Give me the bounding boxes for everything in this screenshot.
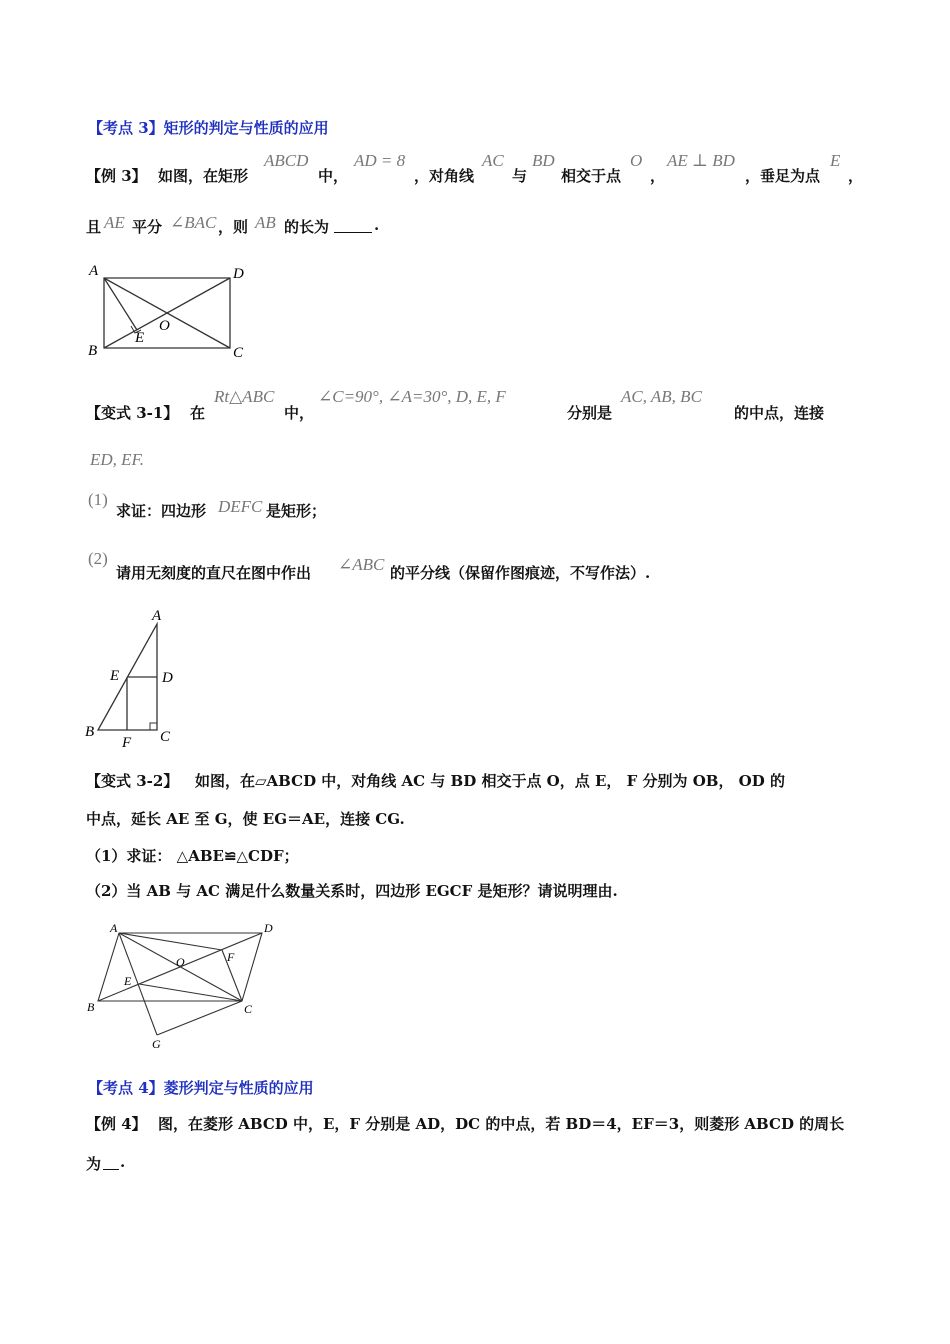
ex3-text-5: 相交于点 bbox=[561, 167, 622, 185]
ex3-math-bac: ∠BAC bbox=[170, 213, 217, 232]
ex4-line-1: 图，在菱形 ABCD 中，E，F 分别是 AD，DC 的中点，若 BD＝4，EF＝3，则菱形 ABCD 的周长 bbox=[158, 1115, 845, 1133]
label-o: O bbox=[176, 955, 185, 969]
ex3-math-ac: AC bbox=[482, 151, 504, 170]
var31-part1-text-2: 是矩形； bbox=[266, 502, 327, 520]
ex3-text-13: . bbox=[374, 216, 380, 234]
segment-gc bbox=[157, 1001, 242, 1035]
segment-ae bbox=[104, 278, 137, 330]
var31-math-connect: ED, EF. bbox=[90, 450, 144, 469]
var31-part1-math: DEFC bbox=[218, 497, 263, 516]
label-d: D bbox=[233, 266, 244, 282]
ex3-text-12: 的长为 bbox=[284, 218, 330, 236]
ex3-text-10: 平分 bbox=[132, 218, 163, 236]
ex3-text-4: 与 bbox=[512, 167, 528, 185]
rectangle-figure bbox=[84, 258, 254, 362]
example-4-label: 【例 4】 bbox=[86, 1115, 147, 1133]
var31-part1-number: (1) bbox=[88, 490, 108, 509]
var32-line-2: 中点，延长 AE 至 G，使 EG＝AE，连接 CG. bbox=[86, 810, 405, 828]
right-triangle-figure bbox=[84, 604, 184, 750]
example-3-label: 【例 3】 bbox=[86, 167, 147, 185]
label-e: E bbox=[135, 330, 145, 346]
section-title-3: 【考点 3】矩形的判定与性质的应用 bbox=[88, 119, 329, 137]
var32-line-1: 如图，在▱ABCD 中，对角线 AC 与 BD 相交于点 O，点 E， F 分别为 OB， OD 的 bbox=[195, 772, 785, 790]
var32-line-3: （1）求证： △ABE≌△CDF； bbox=[86, 847, 299, 865]
label-c: C bbox=[160, 729, 171, 745]
label-e: E bbox=[110, 668, 120, 684]
label-b: B bbox=[88, 343, 98, 359]
var32-line-4: （2）当 AB 与 AC 满足什么数量关系时，四边形 EGCF 是矩形？请说明理由. bbox=[86, 882, 618, 900]
var31-part2-text-1: 请用无刻度的直尺在图中作出 bbox=[116, 564, 312, 582]
var31-text-3: 分别是 bbox=[567, 404, 613, 422]
ex3-math-ae: AE bbox=[104, 213, 125, 232]
label-f: F bbox=[122, 735, 132, 750]
variant-3-2-label: 【变式 3-2】 bbox=[86, 772, 179, 790]
label-b: B bbox=[87, 1000, 95, 1014]
label-c: C bbox=[244, 1002, 253, 1016]
ex3-text-3: ，对角线 bbox=[414, 167, 475, 185]
variant-3-1-label: 【变式 3-1】 bbox=[86, 404, 179, 422]
label-f: F bbox=[227, 950, 235, 964]
label-g: G bbox=[152, 1037, 161, 1051]
label-o: O bbox=[159, 318, 170, 334]
ex3-math-ad: AD = 8 bbox=[354, 151, 406, 170]
label-b: B bbox=[85, 724, 95, 740]
var31-part2-text-2: 的平分线（保留作图痕迹，不写作法）. bbox=[390, 564, 651, 582]
ex3-math-abcd: ABCD bbox=[264, 151, 309, 170]
ex3-text-11: ，则 bbox=[218, 218, 249, 236]
ex3-math-perp: AE ⊥ BD bbox=[667, 151, 735, 170]
ex4-line-2a: 为 bbox=[86, 1155, 102, 1173]
ex3-text-9: 且 bbox=[86, 218, 102, 236]
var31-part2-number: (2) bbox=[88, 549, 108, 568]
ex3-text-7: ，垂足为点 bbox=[745, 167, 821, 185]
var31-text-2: 中， bbox=[284, 404, 315, 422]
label-e: E bbox=[124, 974, 132, 988]
ex4-answer-blank bbox=[103, 1155, 119, 1174]
label-a: A bbox=[110, 921, 118, 935]
var31-math-sides: AC, AB, BC bbox=[621, 387, 702, 406]
ex3-math-o: O bbox=[630, 151, 643, 170]
ex3-text-8: ， bbox=[848, 167, 864, 185]
label-d: D bbox=[264, 921, 273, 935]
var31-text-1: 在 bbox=[190, 404, 206, 422]
ex4-line-2b: . bbox=[120, 1153, 126, 1171]
label-a: A bbox=[152, 608, 162, 624]
label-a: A bbox=[89, 263, 99, 279]
section-title-4: 【考点 4】菱形判定与性质的应用 bbox=[88, 1079, 314, 1097]
label-d: D bbox=[162, 670, 173, 686]
ex3-math-bd: BD bbox=[532, 151, 555, 170]
ex3-text-6: ， bbox=[650, 167, 666, 185]
ex3-text-1: 如图，在矩形 bbox=[158, 167, 249, 185]
parallelogram-figure bbox=[84, 918, 284, 1054]
ex3-text-2: 中， bbox=[318, 167, 349, 185]
var31-text-4: 的中点，连接 bbox=[734, 404, 825, 422]
var31-part1-text-1: 求证：四边形 bbox=[116, 502, 207, 520]
right-angle-mark-c bbox=[150, 723, 157, 730]
var31-math-conditions: ∠C=90°, ∠A=30°, D, E, F bbox=[318, 387, 506, 406]
var31-math-triangle: Rt△ABC bbox=[214, 387, 275, 406]
var31-part2-math: ∠ABC bbox=[338, 555, 385, 574]
ex3-math-e: E bbox=[830, 151, 841, 170]
ex3-math-ab: AB bbox=[255, 213, 276, 232]
label-c: C bbox=[233, 345, 244, 361]
ex3-answer-blank bbox=[334, 218, 372, 237]
